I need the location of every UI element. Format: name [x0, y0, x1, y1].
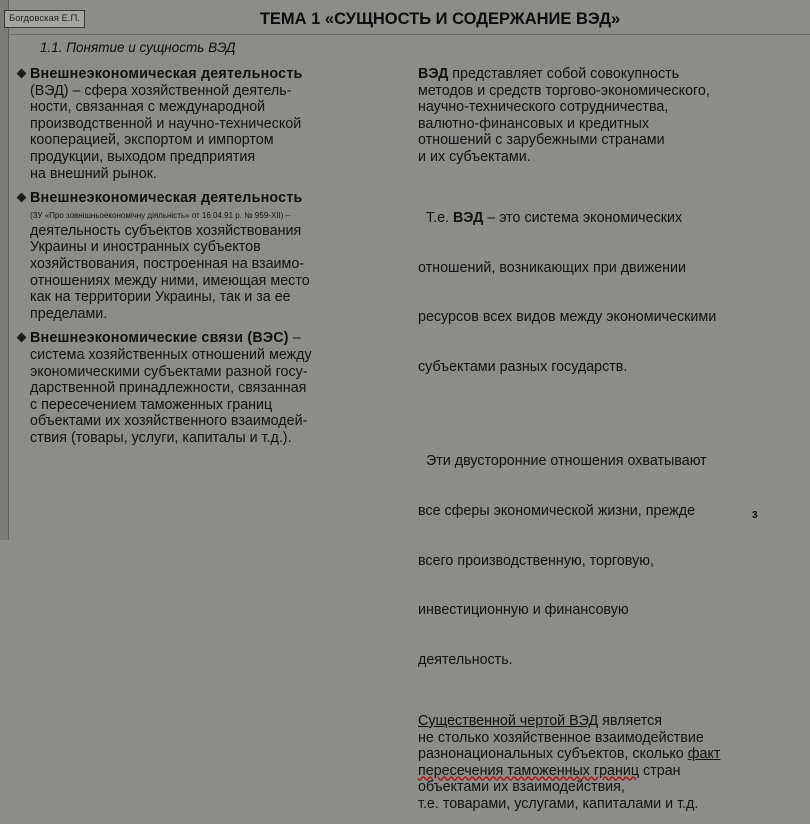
paragraph-line: и их субъектами. — [418, 148, 531, 165]
definition-item — [18, 190, 393, 322]
paragraph-line: т.е. товарами, услугами, капиталами и т.д. — [418, 795, 699, 812]
underlined-phrase: Существенной чертой ВЭД — [418, 712, 599, 729]
diamond-bullet-icon — [17, 193, 27, 203]
section-subtitle: 1.1. Понятие и сущность ВЭД — [40, 40, 236, 55]
definition-line: ствия (товары, услуги, капиталы и т.д.). — [30, 429, 292, 446]
law-reference-note: (ЗУ «Про зовнішньоекономічну діяльність» от 16.04.91 р. № 959-XII) – — [30, 210, 291, 220]
ved-bold-term: ВЭД — [418, 66, 449, 82]
definition-line: Украины и иностранных субъектов — [30, 239, 261, 256]
term-dash: – — [288, 330, 301, 347]
paragraph-line — [418, 763, 790, 780]
paragraph-line: все сферы экономической жизни, прежде — [418, 502, 696, 519]
definition-item — [18, 66, 393, 182]
underlined-phrase: пересечения таможенных границ — [418, 762, 640, 779]
left-frame-bar — [0, 0, 9, 540]
definition-line: деятельность субъектов хозяйствования — [30, 222, 302, 239]
underlined-phrase: факт — [687, 746, 721, 763]
paragraph-essential-feature — [418, 713, 790, 813]
definition-term: Внешнеэкономические связи (ВЭС) — [30, 330, 289, 347]
paragraph-ved-system — [418, 177, 790, 409]
left-column — [18, 66, 393, 449]
definition-line: с пересечением таможенных границ — [30, 396, 273, 413]
right-column — [418, 66, 790, 824]
definition-line: кооперацией, экспортом и импортом — [30, 132, 274, 149]
header-divider — [8, 34, 810, 35]
paragraph-line — [418, 746, 790, 763]
paragraph-line: не столько хозяйственное взаимодействие — [418, 729, 704, 746]
paragraph-line: валютно-финансовых и кредитных — [418, 115, 650, 132]
paragraph-line: научно-технического сотрудничества, — [418, 99, 669, 116]
paragraph-line: инвестиционную и финансовую — [418, 602, 629, 619]
paragraph-line — [418, 210, 790, 227]
definition-term: Внешнеэкономическая деятельность — [30, 190, 303, 207]
paragraph-line — [418, 66, 790, 83]
paragraph-spheres — [418, 420, 790, 702]
author-label: Богдовская Е.П. — [4, 10, 85, 28]
definition-line: пределами. — [30, 305, 108, 322]
paragraph-line: всего производственную, торговую, — [418, 552, 654, 569]
definition-line: отношениях между ними, имеющая место — [30, 272, 310, 289]
definition-line: экономическими субъектами разной госу- — [30, 363, 308, 380]
paragraph-text: представляет собой совокупность — [448, 66, 680, 82]
paragraph-line — [418, 713, 790, 730]
definition-term: Внешнеэкономическая деятельность — [30, 66, 303, 82]
paragraph-text: стран — [639, 762, 681, 779]
definition-line: (ВЭД) – сфера хозяйственной деятель- — [30, 82, 292, 99]
definition-item — [18, 330, 393, 446]
definition-line: дарственной принадлежности, связанная — [30, 380, 307, 397]
paragraph-line: отношений с зарубежными странами — [418, 132, 665, 149]
paragraph-line: ресурсов всех видов между экономическими — [418, 309, 717, 326]
ved-bold-term: ВЭД — [452, 209, 484, 226]
diamond-bullet-icon — [17, 69, 27, 79]
paragraph-line: деятельность. — [418, 652, 513, 669]
slide-title: ТЕМА 1 «СУЩНОСТЬ И СОДЕРЖАНИЕ ВЭД» — [259, 10, 621, 28]
definition-line: на внешний рынок. — [30, 165, 157, 182]
definition-term-line — [30, 330, 393, 347]
paragraph-line: субъектами разных государств. — [418, 359, 628, 376]
page-number: 3 — [752, 510, 758, 521]
paragraph-text: – это система экономических — [483, 209, 683, 226]
paragraph-line: Эти двусторонние отношения охватывают — [418, 453, 707, 470]
definition-line: как на территории Украины, так и за ее — [30, 289, 291, 306]
definition-line: продукции, выходом предприятия — [30, 148, 256, 165]
paragraph-ved-definition — [418, 66, 790, 166]
paragraph-text: Т.е. — [418, 209, 453, 226]
diamond-bullet-icon — [17, 333, 27, 343]
definition-line: производственной и научно-технической — [30, 115, 302, 132]
paragraph-line: методов и средств торгово-экономического, — [418, 82, 710, 99]
paragraph-text: разнонациональных субъектов, сколько — [418, 746, 688, 763]
definition-line: хозяйствования, построенная на взаимо- — [30, 255, 305, 272]
definition-line: ности, связанная с международной — [30, 99, 266, 116]
definition-line: система хозяйственных отношений между — [30, 346, 312, 363]
paragraph-line: объектами их взаимодействия, — [418, 779, 625, 796]
paragraph-text: является — [598, 712, 662, 729]
definition-line: объектами их хозяйственного взаимодей- — [30, 413, 308, 430]
paragraph-line: отношений, возникающих при движении — [418, 259, 686, 276]
